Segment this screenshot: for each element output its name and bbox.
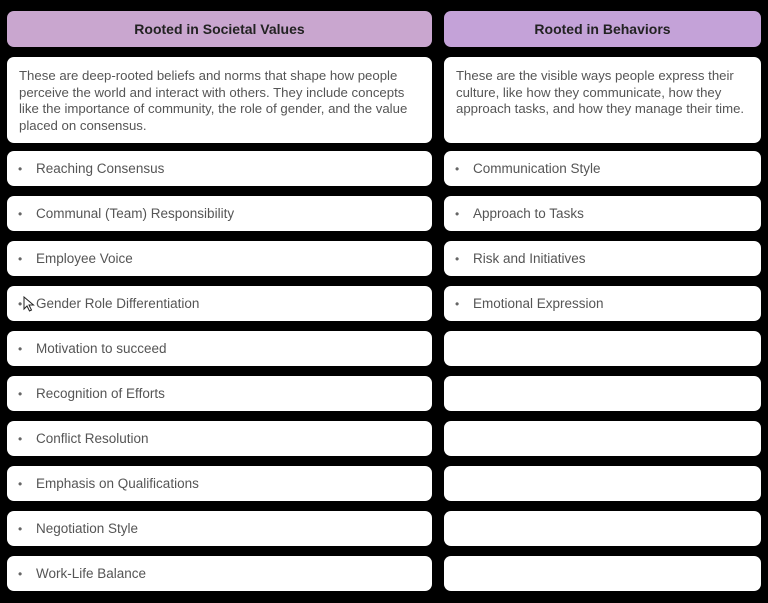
empty-list-item (444, 421, 761, 456)
list-item (7, 151, 432, 186)
societal-values-column (7, 11, 432, 591)
bullet-icon: • (455, 251, 460, 266)
bullet-icon: • (455, 161, 460, 176)
list-item (444, 151, 761, 186)
list-item-label: Emphasis on Qualifications (36, 476, 199, 491)
list-item (7, 556, 432, 591)
list-item-label: Communal (Team) Responsibility (36, 206, 235, 221)
list-item (7, 376, 432, 411)
empty-list-item (444, 511, 761, 546)
bullet-icon: • (18, 386, 23, 401)
list-item-label: Emotional Expression (473, 296, 604, 311)
empty-list-item (444, 556, 761, 591)
list-item (7, 286, 432, 321)
list-item-label: Reaching Consensus (36, 161, 165, 176)
bullet-icon: • (455, 296, 460, 311)
list-item (7, 331, 432, 366)
list-item-label: Employee Voice (36, 251, 133, 266)
list-item (444, 241, 761, 276)
behaviors-column (444, 11, 761, 591)
list-item-label: Recognition of Efforts (36, 386, 165, 401)
list-item-label: Gender Role Differentiation (36, 296, 200, 311)
bullet-icon: • (18, 161, 23, 176)
behaviors-description: These are the visible ways people express their culture, like how they communicate, how they approach tasks, and how they manage their time. (444, 57, 761, 143)
list-item-label: Approach to Tasks (473, 206, 584, 221)
behaviors-header: Rooted in Behaviors (444, 11, 761, 47)
bullet-icon: • (18, 476, 23, 491)
list-item (7, 196, 432, 231)
societal-values-description: These are deep-rooted beliefs and norms that shape how people perceive the world and interact with others. They include concepts like the importance of community, the role of gender, and the value placed on consensus. (7, 57, 432, 143)
empty-list-item (444, 331, 761, 366)
bullet-icon: • (18, 251, 23, 266)
list-item (444, 286, 761, 321)
bullet-icon: • (18, 341, 23, 356)
bullet-icon: • (18, 431, 23, 446)
bullet-icon: • (18, 296, 23, 311)
list-item (7, 466, 432, 501)
empty-list-item (444, 466, 761, 501)
societal-values-list (7, 151, 432, 591)
list-item (444, 196, 761, 231)
bullet-icon: • (455, 206, 460, 221)
bullet-icon: • (18, 206, 23, 221)
list-item (7, 421, 432, 456)
list-item (7, 511, 432, 546)
behaviors-list (444, 151, 761, 591)
societal-values-header: Rooted in Societal Values (7, 11, 432, 47)
list-item-label: Risk and Initiatives (473, 251, 586, 266)
list-item-label: Negotiation Style (36, 521, 139, 536)
list-item-label: Conflict Resolution (36, 431, 149, 446)
bullet-icon: • (18, 566, 23, 581)
list-item (7, 241, 432, 276)
list-item-label: Work-Life Balance (36, 566, 147, 581)
list-item-label: Communication Style (473, 161, 601, 176)
empty-list-item (444, 376, 761, 411)
bullet-icon: • (18, 521, 23, 536)
list-item-label: Motivation to succeed (36, 341, 167, 356)
